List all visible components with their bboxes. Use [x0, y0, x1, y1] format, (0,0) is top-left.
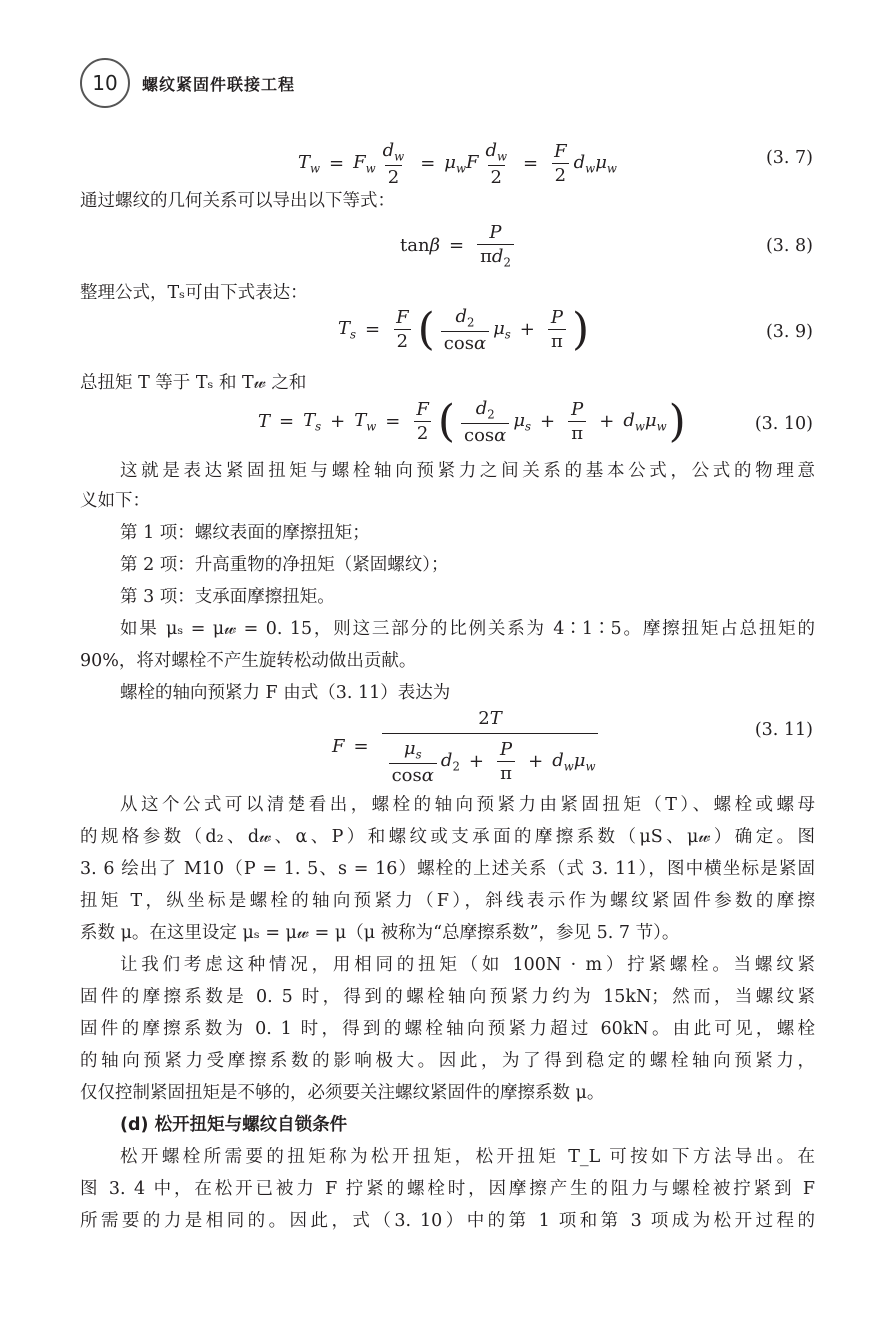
section-heading: (d) 松开扭矩与螺纹自锁条件 [120, 1115, 348, 1135]
paragraph-line: 螺栓的轴向预紧力 F 由式（3. 11）表达为 [120, 683, 451, 703]
equation-number-3-7: (3. 7) [765, 148, 813, 168]
running-title: 螺纹紧固件联接工程 [142, 74, 296, 94]
equation-3-10: T = $T_s$ + $T_w$ = $\frac{F}{2}$ ( $\frac{d_2}{\cos\alpha}$ $\mu_s$ + $\frac{P}{\pi}$ + $d_w\mu_w$ ) [258, 395, 686, 447]
equation-3-8: tan β = $\frac{P}{\pi d_2}$ [400, 222, 518, 270]
page-number: 10 [80, 58, 130, 108]
list-item: 第 3 项：支承面摩擦扭矩。 [120, 587, 335, 607]
paragraph-line: 系数 μ。在这里设定 μₛ = μ𝓌 = μ（μ 被称为“总摩擦系数”，参见 5. 7 节）。 [80, 923, 680, 943]
paragraph-line: 松开螺栓所需要的扭矩称为松开扭矩，松开扭矩 T_L 可按如下方法导出。在 [120, 1147, 815, 1167]
paragraph-line: 固件的摩擦系数为 0. 1 时，得到的螺栓轴向预紧力超过 60kN。由此可见，螺栓 [80, 1019, 815, 1039]
paragraph-line: 图 3. 4 中，在松开已被力 F 拧紧的螺栓时，因摩擦产生的阻力与螺栓被拧紧到 F [80, 1179, 815, 1199]
paragraph-line: 这就是表达紧固扭矩与螺栓轴向预紧力之间关系的基本公式，公式的物理意 [120, 461, 815, 481]
paragraph-line: 3. 6 绘出了 M10（P = 1. 5、s = 16）螺栓的上述关系（式 3. 11），图中横坐标是紧固 [80, 859, 815, 879]
paragraph-line: 让我们考虑这种情况，用相同的扭矩（如 100N · m）拧紧螺栓。当螺纹紧 [120, 955, 815, 975]
paragraph-line: 如果 μₛ = μ𝓌 = 0. 15，则这三部分的比例关系为 4∶1∶5。摩擦扭矩占总扭矩的 [120, 619, 815, 639]
text-line: 通过螺纹的几何关系可以导出以下等式： [80, 191, 395, 211]
paragraph-line: 的轴向预紧力受摩擦系数的影响极大。因此，为了得到稳定的螺栓轴向预紧力， [80, 1051, 815, 1071]
equation-number-3-9: (3. 9) [765, 322, 813, 342]
paragraph-line: 所需要的力是相同的。因此，式（3. 10）中的第 1 项和第 3 项成为松开过程的 [80, 1211, 815, 1231]
equation-number-3-10: (3. 10) [754, 414, 813, 434]
equation-3-11: F = 2T $\frac{\mu_s}{\cos\alpha}$ $d_2$ + $\frac{P}{\pi}$ + $d_w\mu_w$ [332, 708, 602, 786]
equation-number-3-8: (3. 8) [765, 236, 813, 256]
page-header [80, 58, 295, 108]
paragraph-line: 的规格参数（d₂、d𝓌、α、P）和螺纹或支承面的摩擦系数（μS、μ𝓌）确定。图 [80, 827, 815, 847]
paragraph-line: 仅仅控制紧固扭矩是不够的，必须要关注螺纹紧固件的摩擦系数 μ。 [80, 1083, 605, 1103]
paragraph-line: 扭矩 T，纵坐标是螺栓的轴向预紧力（F），斜线表示作为螺纹紧固件参数的摩擦 [80, 891, 815, 911]
text-line: 总扭矩 T 等于 Tₛ 和 T𝓌 之和 [80, 373, 307, 393]
list-item: 第 1 项：螺纹表面的摩擦扭矩； [120, 523, 370, 543]
equation-number-3-11: (3. 11) [754, 720, 813, 740]
equation-3-9: $T_s$ = $\frac{F}{2}$ ( $\frac{d_2}{\cos\alpha}$ $\mu_s$ + $\frac{P}{\pi}$ ) [338, 303, 590, 355]
equation-3-7: $T_w$ = $F_w$ $\frac{d_w}{2}$ = $\mu_wF$ $\frac{d_w}{2}$ = $\frac{F}{2}$ $d_w\mu_w$ [298, 140, 617, 188]
paragraph-line: 固件的摩擦系数是 0. 5 时，得到的螺栓轴向预紧力约为 15kN；然而，当螺纹紧 [80, 987, 815, 1007]
list-item: 第 2 项：升高重物的净扭矩（紧固螺纹）； [120, 555, 449, 575]
paragraph-line: 从这个公式可以清楚看出，螺栓的轴向预紧力由紧固扭矩（T）、螺栓或螺母 [120, 795, 815, 815]
paragraph-line: 90%，将对螺栓不产生旋转松动做出贡献。 [80, 651, 417, 671]
text-line: 整理公式，Tₛ可由下式表达： [80, 283, 308, 303]
paragraph-line: 义如下： [80, 491, 150, 511]
